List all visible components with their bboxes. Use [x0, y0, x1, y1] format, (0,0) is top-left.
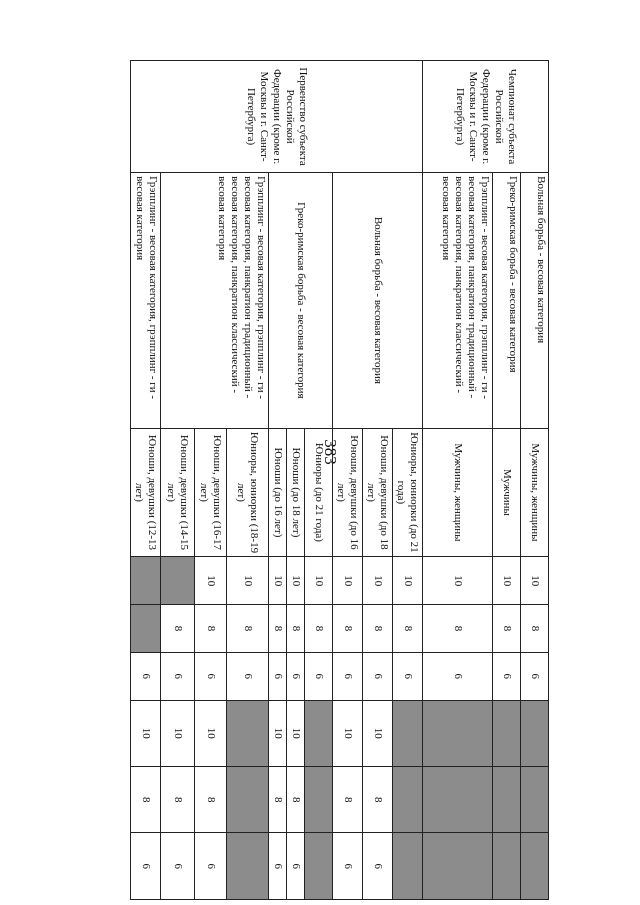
shaded-cell [393, 767, 423, 833]
age-group-cell: Юноши, девушки (14-15 лет) [161, 428, 195, 557]
value-cell: 8 [227, 605, 269, 653]
age-group-cell: Мужчины [493, 428, 521, 557]
value-cell: 6 [161, 833, 195, 900]
table-row [393, 61, 423, 900]
value-cell: 8 [493, 605, 521, 653]
value-cell: 10 [363, 557, 393, 605]
value-cell: 6 [363, 833, 393, 900]
value-cell: 8 [269, 605, 287, 653]
value-cell: 10 [161, 700, 195, 766]
table-row [227, 61, 269, 900]
value-cell: 8 [287, 767, 305, 833]
value-cell: 10 [305, 557, 333, 605]
table-row [423, 61, 493, 900]
value-cell: 8 [393, 605, 423, 653]
age-group-cell: Мужчины, женщины [521, 428, 549, 557]
age-group-cell: Юниоры (до 21 года) [305, 428, 333, 557]
value-cell: 6 [363, 652, 393, 700]
value-cell: 6 [161, 652, 195, 700]
age-group-cell: Юноши (до 18 лет) [287, 428, 305, 557]
discipline-cell: Греко-римская борьба - весовая категория [269, 173, 333, 428]
value-cell: 8 [161, 605, 195, 653]
age-group-cell: Юноши, девушки (до 16 лет) [333, 428, 363, 557]
value-cell: 10 [269, 700, 287, 766]
table-row [305, 61, 333, 900]
page-number: 383 [321, 439, 340, 465]
shaded-cell [305, 767, 333, 833]
age-group-cell: Юниоры, юниорки (до 21 года) [393, 428, 423, 557]
value-cell: 6 [493, 652, 521, 700]
shaded-cell [131, 605, 161, 653]
competition-cell: Чемпионат субъекта Российской Федерации (кроме г. Москвы и г. Санкт-Петербурга) [423, 61, 549, 173]
value-cell: 8 [363, 605, 393, 653]
shaded-cell [423, 767, 493, 833]
value-cell: 8 [333, 767, 363, 833]
discipline-cell: Вольная борьба - весовая категория [521, 173, 549, 428]
value-cell: 10 [287, 700, 305, 766]
shaded-cell [521, 700, 549, 766]
shaded-cell [227, 767, 269, 833]
discipline-cell: Грэпплинг - весовая категория, грэпплинг - ги - весовая категория, панкратион традиционный - весовая категория, панкратион классический - весовая категория [161, 173, 269, 428]
value-cell: 10 [333, 700, 363, 766]
value-cell: 10 [363, 700, 393, 766]
shaded-cell [423, 833, 493, 900]
results-table [130, 60, 549, 900]
value-cell: 8 [521, 605, 549, 653]
value-cell: 6 [521, 652, 549, 700]
value-cell: 10 [493, 557, 521, 605]
shaded-cell [305, 833, 333, 900]
value-cell: 6 [131, 652, 161, 700]
age-group-cell: Мужчины, женщины [423, 428, 493, 557]
shaded-cell [493, 833, 521, 900]
value-cell: 10 [195, 700, 227, 766]
table-row [131, 61, 161, 900]
age-group-cell: Юноши (до 16 лет) [269, 428, 287, 557]
value-cell: 6 [269, 833, 287, 900]
value-cell: 8 [269, 767, 287, 833]
value-cell: 8 [333, 605, 363, 653]
shaded-cell [393, 700, 423, 766]
value-cell: 8 [423, 605, 493, 653]
value-cell: 6 [287, 833, 305, 900]
value-cell: 10 [131, 700, 161, 766]
value-cell: 10 [423, 557, 493, 605]
shaded-cell [521, 767, 549, 833]
discipline-cell: Вольная борьба - весовая категория [333, 173, 423, 428]
value-cell: 6 [393, 652, 423, 700]
value-cell: 10 [521, 557, 549, 605]
table-row [521, 61, 549, 900]
value-cell: 10 [269, 557, 287, 605]
value-cell: 8 [161, 767, 195, 833]
age-group-cell: Юниоры, юниорки (18-19 лет) [227, 428, 269, 557]
value-cell: 8 [363, 767, 393, 833]
value-cell: 8 [287, 605, 305, 653]
age-group-cell: Юноши, девушки (12-13 лет) [131, 428, 161, 557]
shaded-cell [493, 767, 521, 833]
table-row [493, 61, 521, 900]
shaded-cell [521, 833, 549, 900]
shaded-cell [227, 833, 269, 900]
value-cell: 8 [195, 605, 227, 653]
value-cell: 10 [227, 557, 269, 605]
value-cell: 6 [269, 652, 287, 700]
value-cell: 10 [287, 557, 305, 605]
shaded-cell [305, 700, 333, 766]
age-group-cell: Юноши, девушки (до 18 лет) [363, 428, 393, 557]
value-cell: 6 [195, 652, 227, 700]
value-cell: 6 [423, 652, 493, 700]
value-cell: 6 [131, 833, 161, 900]
value-cell: 10 [333, 557, 363, 605]
shaded-cell [131, 557, 161, 605]
value-cell: 8 [305, 605, 333, 653]
age-group-cell: Юноши, девушки (16-17 лет) [195, 428, 227, 557]
value-cell: 8 [131, 767, 161, 833]
shaded-cell [393, 833, 423, 900]
value-cell: 8 [195, 767, 227, 833]
competition-cell: Первенство субъекта Российской Федерации (кроме г. Москвы и г. Санкт-Петербурга) [131, 61, 423, 173]
value-cell: 6 [333, 833, 363, 900]
value-cell: 6 [305, 652, 333, 700]
discipline-cell: Греко-римская борьба - весовая категория [493, 173, 521, 428]
value-cell: 10 [195, 557, 227, 605]
shaded-cell [161, 557, 195, 605]
document-table-rotated [131, 60, 549, 900]
value-cell: 6 [333, 652, 363, 700]
shaded-cell [423, 700, 493, 766]
value-cell: 6 [287, 652, 305, 700]
discipline-cell: Грэпплинг - весовая категория, грэпплинг - ги - весовая категория, панкратион традиционный - весовая категория, панкратион классический - весовая категория [423, 173, 493, 428]
shaded-cell [227, 700, 269, 766]
discipline-cell: Грэпплинг - весовая категория, грэпплинг - ги - весовая категория [131, 173, 161, 428]
value-cell: 10 [393, 557, 423, 605]
value-cell: 6 [195, 833, 227, 900]
shaded-cell [493, 700, 521, 766]
value-cell: 6 [227, 652, 269, 700]
